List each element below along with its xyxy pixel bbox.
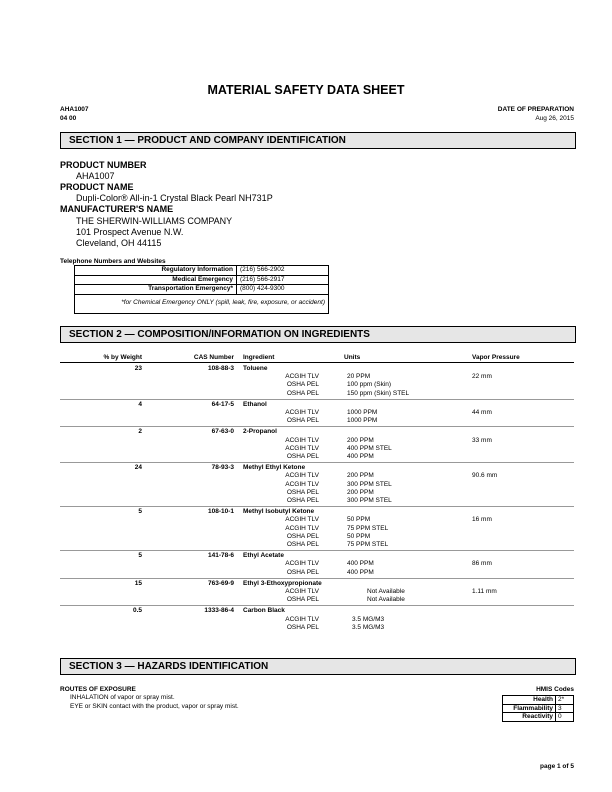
limit-value: 200 PPM bbox=[347, 488, 374, 496]
phone-heading: Telephone Numbers and Websites bbox=[60, 258, 166, 265]
section-1-title: SECTION 1 — PRODUCT AND COMPANY IDENTIFICATION bbox=[69, 135, 346, 146]
ingredient-vapor: 44 mm bbox=[472, 409, 492, 416]
ingredient-name: Ethanol bbox=[243, 400, 267, 408]
ingredient-cas: 78-93-3 bbox=[211, 464, 234, 472]
limit-value: 400 PPM bbox=[347, 568, 374, 576]
row-divider bbox=[60, 426, 574, 427]
col-header-cas: CAS Number bbox=[193, 354, 234, 361]
limit-type: ACGIH TLV bbox=[285, 615, 319, 623]
limit-type: OSHA PEL bbox=[286, 453, 319, 460]
limit-type: ACGIH TLV bbox=[285, 480, 319, 488]
limit-type: ACGIH TLV bbox=[285, 436, 319, 444]
limit-type: ACGIH TLV bbox=[285, 444, 319, 452]
row-divider bbox=[60, 605, 574, 606]
limit-value: 75 PPM STEL bbox=[347, 541, 389, 548]
limit-type: ACGIH TLV bbox=[285, 588, 319, 595]
ingredient-cas: 763-69-9 bbox=[207, 579, 234, 587]
col-header-ingredient: Ingredient bbox=[243, 354, 275, 361]
phone-label: Medical Emergency bbox=[75, 275, 237, 285]
limit-value: 400 PPM bbox=[347, 560, 374, 568]
ingredient-cas: 67-63-0 bbox=[211, 428, 234, 436]
limit-value: 1000 PPM bbox=[347, 409, 378, 416]
row-divider bbox=[60, 578, 574, 579]
limit-value: 50 PPM bbox=[347, 516, 371, 524]
routes-label: ROUTES OF EXPOSURE bbox=[60, 686, 136, 693]
limit-value: 75 PPM STEL bbox=[347, 524, 389, 532]
ingredient-name: 2-Propanol bbox=[243, 428, 277, 436]
ingredient-name: Carbon Black bbox=[243, 607, 285, 615]
limit-type: OSHA PEL bbox=[286, 596, 319, 604]
limit-value: Not Available bbox=[367, 588, 405, 595]
limit-type: ACGIH TLV bbox=[285, 472, 319, 480]
product-name: Dupli-Color® All-in-1 Crystal Black Pearl NH731P bbox=[76, 193, 273, 203]
ingredient-weight: 15 bbox=[134, 579, 142, 587]
col-header-units: Units bbox=[344, 354, 361, 361]
limit-type: OSHA PEL bbox=[286, 623, 319, 631]
section-3-header bbox=[60, 658, 576, 675]
doc-code: AHA1007 bbox=[60, 106, 89, 113]
col-header-weight: % by Weight bbox=[103, 354, 142, 361]
limit-type: OSHA PEL bbox=[286, 417, 319, 425]
ingredient-weight: 2 bbox=[138, 428, 142, 436]
limit-value: 50 PPM bbox=[347, 532, 371, 540]
limit-type: ACGIH TLV bbox=[285, 524, 319, 532]
product-number-label: PRODUCT NUMBER bbox=[60, 160, 147, 170]
section-2-header bbox=[60, 326, 576, 343]
limit-value: 1000 PPM bbox=[347, 417, 378, 425]
ingredient-vapor: 90.6 mm bbox=[472, 472, 498, 480]
section-3-title: SECTION 3 — HAZARDS IDENTIFICATION bbox=[69, 661, 269, 672]
section-2-title: SECTION 2 — COMPOSITION/INFORMATION ON INGREDIENTS bbox=[69, 329, 370, 340]
row-divider bbox=[60, 550, 574, 551]
ingredient-name: Ethyl Acetate bbox=[243, 552, 284, 560]
row-divider bbox=[60, 462, 574, 463]
hmis-value: 2* bbox=[556, 696, 574, 705]
limit-type: OSHA PEL bbox=[286, 381, 319, 389]
table-header-rule bbox=[60, 362, 574, 363]
ingredient-weight: 24 bbox=[134, 464, 142, 472]
limit-value: 400 PPM bbox=[347, 453, 374, 460]
hmis-value: 0 bbox=[556, 713, 574, 722]
hmis-value: 3 bbox=[556, 704, 574, 713]
row-divider bbox=[60, 506, 574, 507]
ingredient-vapor: 16 mm bbox=[472, 516, 492, 524]
phone-table bbox=[74, 265, 329, 314]
limit-type: OSHA PEL bbox=[286, 497, 319, 504]
route-item: EYE or SKIN contact with the product, vapor or spray mist. bbox=[70, 703, 239, 710]
limit-value: 200 PPM bbox=[347, 436, 374, 444]
phone-note: *for Chemical Emergency ONLY (spill, leak, fire, exposure, or accident) bbox=[75, 294, 329, 313]
ingredient-name: Ethyl 3-Ethoxypropionate bbox=[243, 579, 322, 587]
ingredient-cas: 64-17-5 bbox=[211, 400, 234, 408]
date-value: Aug 26, 2015 bbox=[535, 115, 574, 122]
ingredient-vapor: 22 mm bbox=[472, 373, 492, 381]
manufacturer-line: 101 Prospect Avenue N.W. bbox=[76, 227, 184, 237]
page-number: page 1 of 5 bbox=[540, 763, 574, 770]
hmis-label: HMIS Codes bbox=[536, 686, 574, 693]
limit-value: 400 PPM STEL bbox=[347, 444, 392, 452]
product-name-label: PRODUCT NAME bbox=[60, 182, 134, 192]
limit-type: OSHA PEL bbox=[286, 541, 319, 548]
ingredient-cas: 1333-86-4 bbox=[204, 607, 234, 615]
ingredient-name: Methyl Ethyl Ketone bbox=[243, 464, 306, 472]
manufacturer-line: THE SHERWIN-WILLIAMS COMPANY bbox=[76, 216, 233, 226]
product-number: AHA1007 bbox=[76, 171, 115, 181]
hmis-row bbox=[503, 696, 574, 705]
phone-value: (800) 424-9300 bbox=[237, 285, 329, 295]
ingredient-name: Toluene bbox=[243, 365, 268, 372]
limit-value: 20 PPM bbox=[347, 373, 371, 381]
ingredient-weight: 0.5 bbox=[132, 607, 142, 615]
limit-value: 3.5 MG/M3 bbox=[352, 623, 385, 631]
limit-value: 200 PPM bbox=[347, 472, 374, 480]
phone-row bbox=[75, 266, 329, 276]
manufacturer-line: Cleveland, OH 44115 bbox=[76, 238, 162, 248]
ingredient-vapor: 33 mm bbox=[472, 436, 492, 444]
hmis-key: Health bbox=[503, 696, 556, 705]
limit-type: OSHA PEL bbox=[286, 532, 319, 540]
limit-value: 3.5 MG/M3 bbox=[352, 615, 385, 623]
limit-value: 300 PPM STEL bbox=[347, 497, 392, 504]
ingredient-name: Methyl Isobutyl Ketone bbox=[243, 508, 315, 516]
limit-type: ACGIH TLV bbox=[285, 516, 319, 524]
hmis-key: Reactivity bbox=[503, 713, 556, 722]
phone-label: Transportation Emergency* bbox=[75, 285, 237, 295]
limit-value: 300 PPM STEL bbox=[347, 480, 392, 488]
hmis-row bbox=[503, 704, 574, 713]
ingredient-weight: 5 bbox=[138, 552, 142, 560]
col-header-vapor: Vapor Pressure bbox=[472, 354, 520, 361]
limit-value: 100 ppm (Skin) bbox=[347, 381, 392, 389]
phone-row bbox=[75, 285, 329, 295]
hmis-table bbox=[502, 695, 574, 722]
date-label: DATE OF PREPARATION bbox=[497, 106, 574, 113]
phone-note-row bbox=[75, 294, 329, 313]
ingredient-cas: 141-78-6 bbox=[207, 552, 234, 560]
hmis-key: Flammability bbox=[503, 704, 556, 713]
ingredient-weight: 23 bbox=[134, 365, 142, 372]
ingredient-cas: 108-10-1 bbox=[207, 508, 234, 516]
row-divider bbox=[60, 399, 574, 400]
hmis-row bbox=[503, 713, 574, 722]
limit-type: OSHA PEL bbox=[286, 389, 319, 397]
phone-value: (216) 566-2902 bbox=[237, 266, 329, 276]
limit-type: OSHA PEL bbox=[286, 488, 319, 496]
ingredient-cas: 108-88-3 bbox=[207, 365, 234, 372]
limit-type: OSHA PEL bbox=[286, 568, 319, 576]
limit-type: ACGIH TLV bbox=[285, 560, 319, 568]
document-title: MATERIAL SAFETY DATA SHEET bbox=[207, 83, 405, 97]
phone-row bbox=[75, 275, 329, 285]
limit-type: ACGIH TLV bbox=[285, 373, 319, 381]
manufacturer-label: MANUFACTURER'S NAME bbox=[60, 204, 174, 214]
ingredient-weight: 5 bbox=[138, 508, 142, 516]
doc-revision: 04 00 bbox=[60, 115, 77, 122]
limit-type: ACGIH TLV bbox=[285, 409, 319, 416]
section-1-header bbox=[60, 132, 576, 149]
limit-value: 150 ppm (Skin) STEL bbox=[347, 389, 410, 397]
phone-label: Regulatory Information bbox=[75, 266, 237, 276]
route-item: INHALATION of vapor or spray mist. bbox=[70, 694, 175, 701]
ingredient-vapor: 86 mm bbox=[472, 560, 492, 568]
limit-value: Not Available bbox=[367, 596, 405, 604]
ingredient-weight: 4 bbox=[138, 400, 142, 408]
phone-value: (216) 566-2917 bbox=[237, 275, 329, 285]
ingredient-vapor: 1.11 mm bbox=[472, 588, 497, 595]
